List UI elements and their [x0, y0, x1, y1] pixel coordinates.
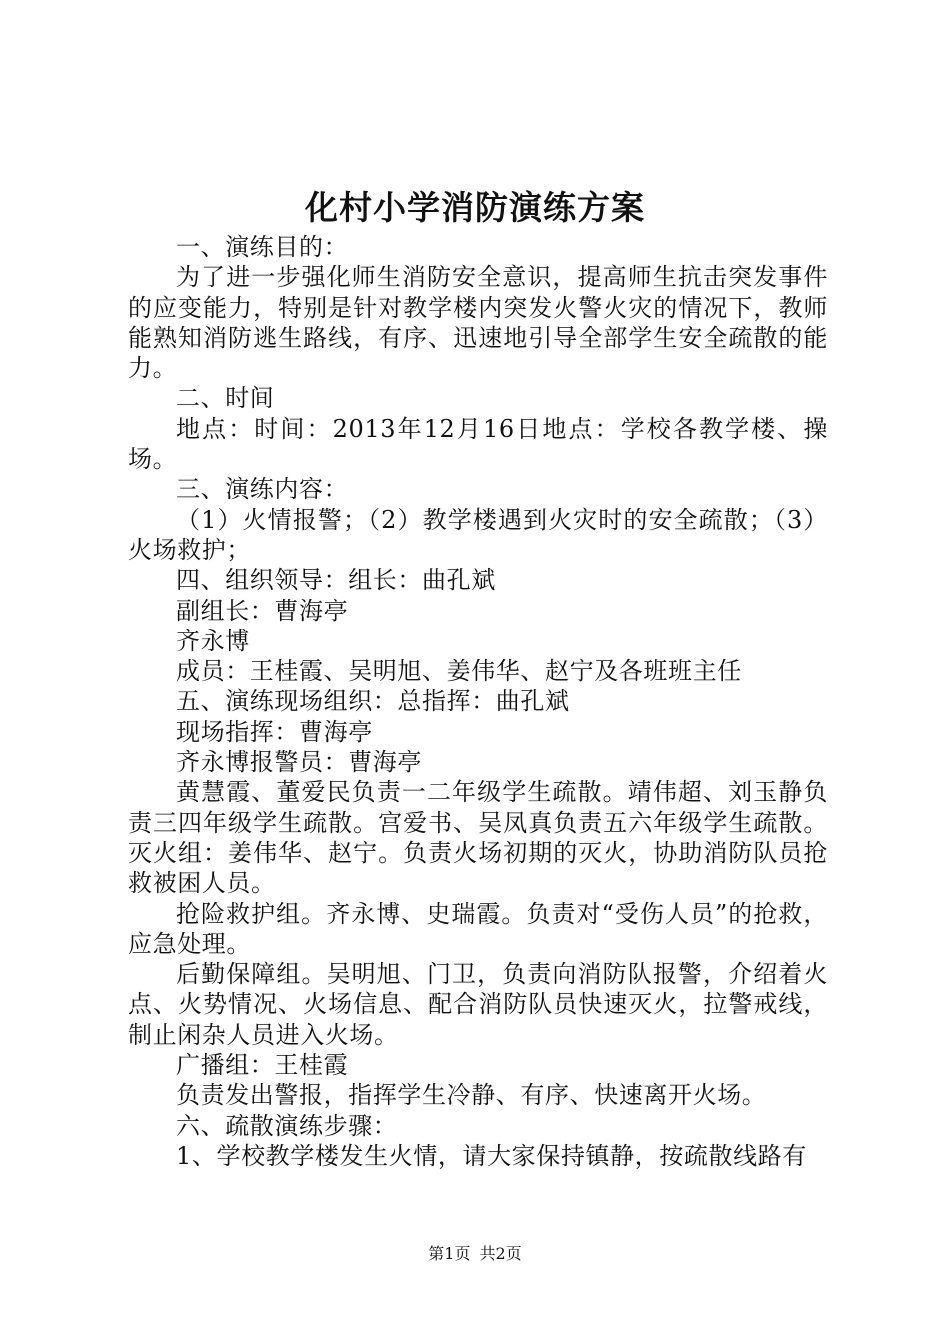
paragraph: 五、演练现场组织：总指挥：曲孔斌 — [176, 687, 570, 716]
paragraph: 副组长：曹海亭 — [176, 596, 349, 625]
document-body — [128, 232, 828, 1171]
paragraph: 二、时间 — [176, 384, 275, 413]
paragraph: 现场指挥：曹海亭 — [176, 717, 373, 746]
paragraph: 广播组：王桂霞 — [176, 1051, 349, 1080]
paragraph: 为了进一步强化师生消防安全意识，提高师生抗击突发事件的应变能力，特别是针对教学楼内突发火警火灾的情况下，教师能熟知消防逃生路线，有序、迅速地引导全部学生安全疏散的能力。 — [128, 263, 828, 383]
paragraph: 六、疏散演练步骤： — [176, 1111, 398, 1140]
paragraph: 三、演练内容： — [176, 475, 349, 504]
paragraph: （1）火情报警；（2）教学楼遇到火灾时的安全疏散；（3）火场救护； — [128, 505, 828, 564]
paragraph: 齐永博 — [176, 626, 250, 655]
document-title: 化村小学消防演练方案 — [305, 188, 645, 227]
paragraph: 四、组织领导：组长：曲孔斌 — [176, 566, 496, 595]
page-total: 共2页 — [479, 1244, 522, 1263]
paragraph: 成员：王桂霞、吴明旭、姜伟华、赵宁及各班班主任 — [176, 657, 742, 686]
paragraph: 抢险救护组。齐永博、史瑞霞。负责对“受伤人员”的抢救，应急处理。 — [128, 899, 828, 958]
paragraph: 后勤保障组。吴明旭、门卫，负责向消防队报警，介绍着火点、火势情况、火场信息、配合消防队员快速灭火，拉警戒线，制止闲杂人员进入火场。 — [128, 960, 828, 1049]
page-footer — [0, 1243, 950, 1265]
paragraph: 地点：时间：2013年12月16日地点：学校各教学楼、操场。 — [128, 414, 828, 474]
paragraph: 黄慧霞、董爱民负责一二年级学生疏散。靖伟超、刘玉静负责三四年级学生疏散。宫爱书、吴凤真负责五六年级学生疏散。灭火组：姜伟华、赵宁。负责火场初期的灭火，协助消防队员抢救被困人员。 — [128, 778, 828, 898]
paragraph: 负责发出警报，指挥学生冷静、有序、快速离开火场。 — [176, 1081, 767, 1110]
page-number: 第1页 — [428, 1244, 471, 1263]
paragraph: 1、学校教学楼发生火情，请大家保持镇静，按疏散线路有 — [176, 1141, 807, 1170]
paragraph: 齐永博报警员：曹海亭 — [176, 748, 422, 777]
paragraph: 一、演练目的： — [176, 233, 349, 261]
